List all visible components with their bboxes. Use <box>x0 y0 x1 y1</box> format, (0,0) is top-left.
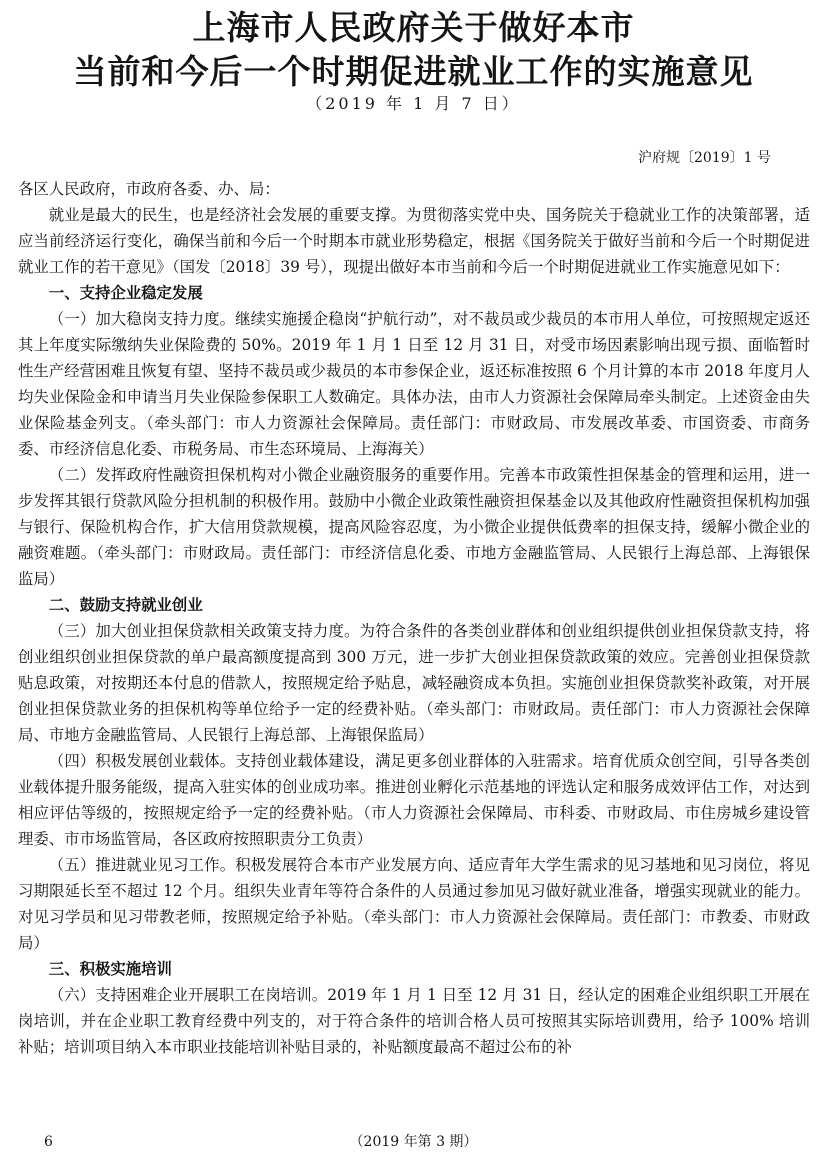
item-lead-1: （一）加大稳岗支持力度。 <box>48 310 236 328</box>
item-lead-6: （六）支持困难企业开展职工在岗培训。 <box>48 986 328 1004</box>
item-text-3: 为符合条件的各类创业群体和创业组织提供创业担保贷款支持，将创业组织创业担保贷款的单户最高额度提高到 300 万元，进一步扩大创业担保贷款政策的效应。完善创业担保贷款贴息政策，对按期还本付息的借款人，按照规定给予贴息，减轻融资成本负担。实施创业担保贷款奖补政策，对开展创业担保贷款业务的担保机构等单位给予一定的经费补贴。（牵头部门：市财政局。责任部门：市人力资源社会保障局、市地方金融监管局、人民银行上海总部、上海银保监局） <box>18 622 810 744</box>
section-heading-1: 一、支持企业稳定发展 <box>48 284 203 302</box>
document-number: 沪府规〔2019〕1 号 <box>638 150 771 166</box>
item-text-6: 2019 年 1 月 1 日至 12 月 31 日，经认定的困难企业组织职工开展在岗培训，并在企业职工教育经费中列支的，对于符合条件的培训合格人员可按照其实际培训费用，给予 100% 培训补贴；培训项目纳入本市职业技能培训补贴目录的，补贴额度最高不超过公布的补 <box>18 986 810 1056</box>
item-text-4: 支持创业载体建设，满足更多创业群体的入驻需求。培育优质众创空间，引导各类创业载体提升服务能级，提高入驻实体的创业成功率。推进创业孵化示范基地的评选认定和服务成效评估工作，对达到相应评估等级的，按照规定给予一定的经费补贴。（市人力资源社会保障局、市科委、市财政局、市住房城乡建设管理委、市市场监管局，各区政府按照职责分工负责） <box>18 752 810 848</box>
issue-label: （2019 年第 3 期） <box>349 1134 478 1150</box>
document-body <box>18 176 810 1060</box>
section-heading-2: 二、鼓励支持就业创业 <box>48 596 203 614</box>
item-paragraph-2 <box>18 462 810 592</box>
item-text-2: 完善本市政策性担保基金的管理和运用，进一步发挥其银行贷款风险分担机制的积极作用。鼓励中小微企业政策性融资担保基金以及其他政府性融资担保机构加强与银行、保险机构合作，扩大信用贷款规模，提高风险容忍度，为小微企业提供低费率的担保支持，缓解小微企业的融资难题。（牵头部门：市财政局。责任部门：市经济信息化委、市地方金融监管局、人民银行上海总部、上海银保监局） <box>18 466 810 588</box>
intro-paragraph: 就业是最大的民生，也是经济社会发展的重要支撑。为贯彻落实党中央、国务院关于稳就业工作的决策部署，适应当前经济运行变化，确保当前和今后一个时期本市就业形势稳定，根据《国务院关于做好当前和今后一个时期促进就业工作的若干意见》（国发〔2018〕39 号），现提出做好本市当前和今后一个时期促进就业工作实施意见如下： <box>18 206 810 276</box>
item-text-1: 继续实施援企稳岗“护航行动”，对不裁员或少裁员的本市用人单位，可按照规定返还其上年度实际缴纳失业保险费的 50%。2019 年 1 月 1 日至 12 月 31 日，对受市场因素影响出现亏损、面临暂时性生产经营困难且恢复有望、坚持不裁员或少裁员的本市参保企业，返还标准按照 6 个月计算的本市 2018 年度月人均失业保险金和申请当月失业保险参保职工人数确定。具体办法，由市人力资源社会保障局牵头制定。上述资金由失业保险基金列支。（牵头部门：市人力资源社会保障局。责任部门：市财政局、市发展改革委、市国资委、市商务委、市经济信息化委、市税务局、市生态环境局、上海海关） <box>18 310 810 458</box>
item-paragraph-6 <box>18 982 810 1060</box>
salutation: 各区人民政府，市政府各委、办、局： <box>18 180 280 198</box>
item-lead-3: （三）加大创业担保贷款相关政策支持力度。 <box>48 622 360 640</box>
page-number: 6 <box>44 1134 53 1150</box>
item-paragraph-4 <box>18 748 810 852</box>
document-title-line1: 上海市人民政府关于做好本市 <box>192 8 635 47</box>
item-lead-2: （二）发挥政府性融资担保机构对小微企业融资服务的重要作用。 <box>48 466 500 484</box>
item-lead-4: （四）积极发展创业载体。 <box>48 752 236 770</box>
item-paragraph-5 <box>18 852 810 956</box>
item-paragraph-1 <box>18 306 810 462</box>
item-paragraph-3 <box>18 618 810 748</box>
document-date: （2019 年 1 月 7 日） <box>306 94 521 113</box>
item-text-5: 积极发展符合本市产业发展方向、适应青年大学生需求的见习基地和见习岗位，将见习期限延长至不超过 12 个月。组织失业青年等符合条件的人员通过参加见习做好就业准备，增强实现就业的能力。对见习学员和见习带教老师，按照规定给予补贴。（牵头部门：市人力资源社会保障局。责任部门：市教委、市财政局） <box>18 856 810 952</box>
section-heading-3: 三、积极实施培训 <box>48 960 172 978</box>
item-lead-5: （五）推进就业见习工作。 <box>48 856 236 874</box>
document-title-line2: 当前和今后一个时期促进就业工作的实施意见 <box>73 52 754 91</box>
